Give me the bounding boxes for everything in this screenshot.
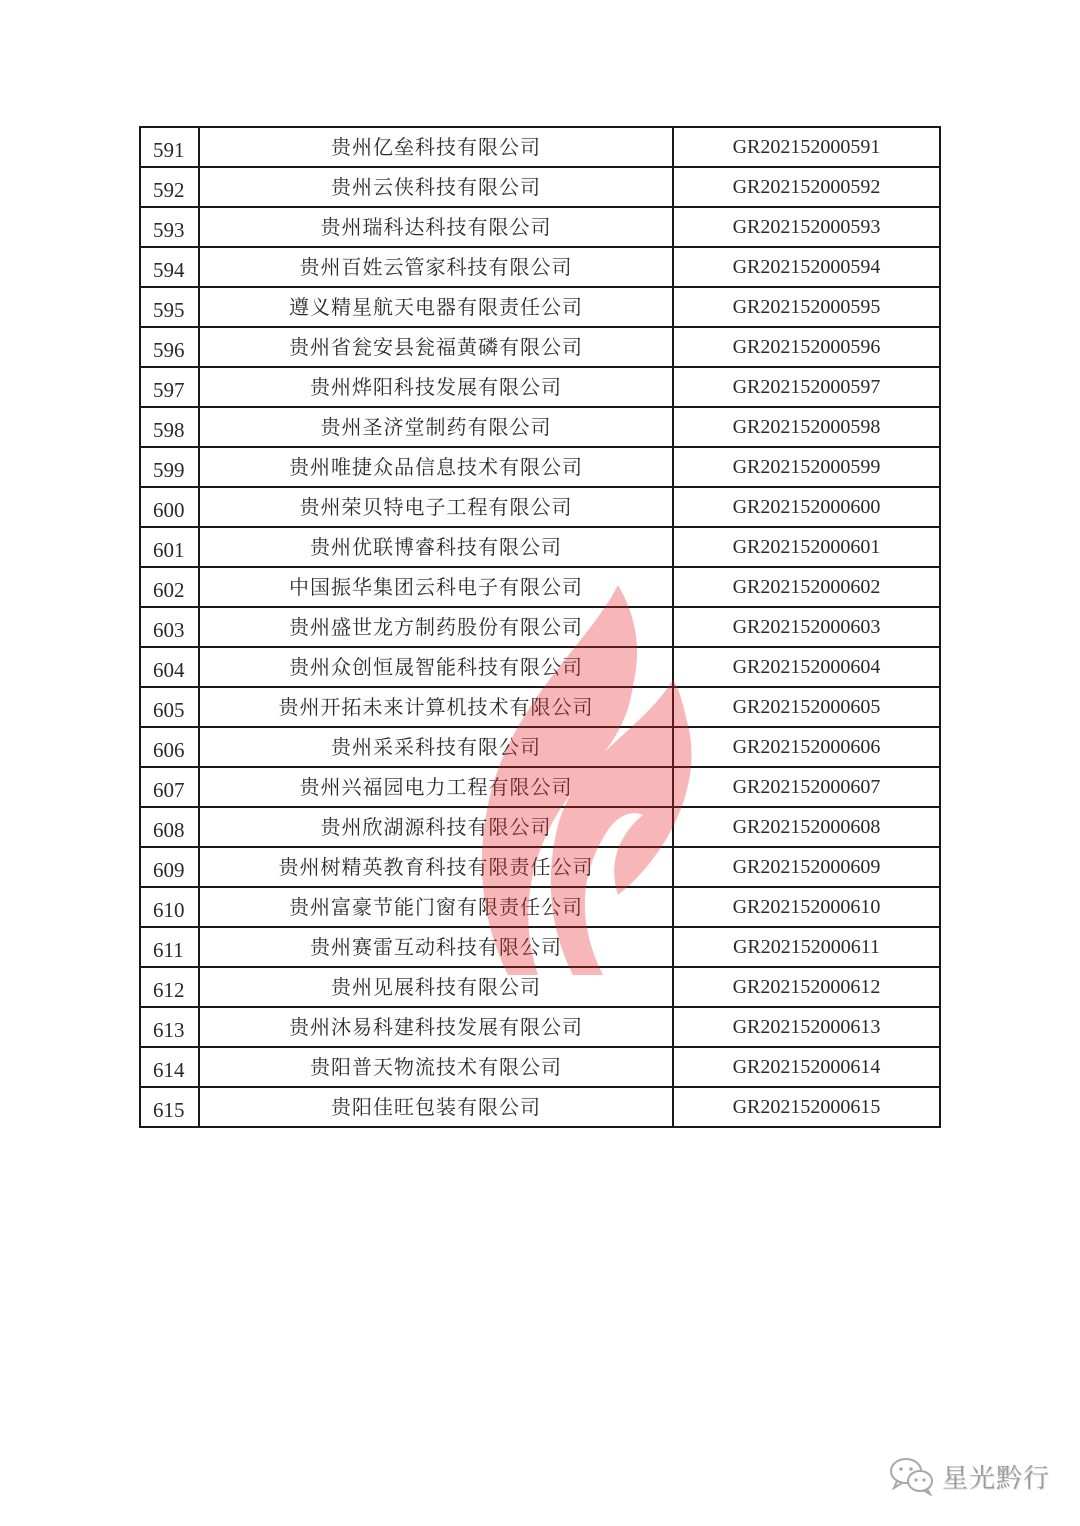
row-number: 604 xyxy=(140,647,199,687)
row-number: 601 xyxy=(140,527,199,567)
row-number: 603 xyxy=(140,607,199,647)
table-row xyxy=(140,407,940,447)
certificate-code: GR202152000604 xyxy=(673,647,940,687)
table-row xyxy=(140,1047,940,1087)
company-name: 贵州开拓未来计算机技术有限公司 xyxy=(199,687,673,727)
company-name: 贵州圣济堂制药有限公司 xyxy=(199,407,673,447)
row-number: 612 xyxy=(140,967,199,1007)
table-row xyxy=(140,727,940,767)
table-row xyxy=(140,527,940,567)
company-name: 贵州省瓮安县瓮福黄磷有限公司 xyxy=(199,327,673,367)
certificate-code: GR202152000608 xyxy=(673,807,940,847)
company-name: 贵州盛世龙方制药股份有限公司 xyxy=(199,607,673,647)
table-row xyxy=(140,487,940,527)
row-number: 605 xyxy=(140,687,199,727)
table-row xyxy=(140,367,940,407)
certificate-code: GR202152000595 xyxy=(673,287,940,327)
table-row xyxy=(140,1087,940,1127)
company-name: 贵州亿垒科技有限公司 xyxy=(199,127,673,167)
company-name: 贵州见展科技有限公司 xyxy=(199,967,673,1007)
company-name: 贵阳普天物流技术有限公司 xyxy=(199,1047,673,1087)
enterprise-table xyxy=(139,126,941,1128)
row-number: 608 xyxy=(140,807,199,847)
certificate-code: GR202152000596 xyxy=(673,327,940,367)
table-row xyxy=(140,327,940,367)
company-name: 贵州沐易科建科技发展有限公司 xyxy=(199,1007,673,1047)
company-name: 贵州树精英教育科技有限责任公司 xyxy=(199,847,673,887)
certificate-code: GR202152000614 xyxy=(673,1047,940,1087)
row-number: 591 xyxy=(140,127,199,167)
certificate-code: GR202152000598 xyxy=(673,407,940,447)
row-number: 595 xyxy=(140,287,199,327)
table-row xyxy=(140,927,940,967)
certificate-code: GR202152000602 xyxy=(673,567,940,607)
table-row xyxy=(140,967,940,1007)
certificate-code: GR202152000593 xyxy=(673,207,940,247)
table-row xyxy=(140,847,940,887)
company-name: 贵州瑞科达科技有限公司 xyxy=(199,207,673,247)
table-row xyxy=(140,447,940,487)
company-name: 贵州众创恒晟智能科技有限公司 xyxy=(199,647,673,687)
table-row xyxy=(140,647,940,687)
table-row xyxy=(140,807,940,847)
company-name: 贵州唯捷众品信息技术有限公司 xyxy=(199,447,673,487)
company-name: 贵州富豪节能门窗有限责任公司 xyxy=(199,887,673,927)
table-row xyxy=(140,1007,940,1047)
row-number: 597 xyxy=(140,367,199,407)
company-name: 遵义精星航天电器有限责任公司 xyxy=(199,287,673,327)
wechat-icon xyxy=(888,1456,936,1496)
certificate-code: GR202152000599 xyxy=(673,447,940,487)
row-number: 609 xyxy=(140,847,199,887)
row-number: 610 xyxy=(140,887,199,927)
table-row xyxy=(140,887,940,927)
certificate-code: GR202152000603 xyxy=(673,607,940,647)
row-number: 599 xyxy=(140,447,199,487)
company-name: 中国振华集团云科电子有限公司 xyxy=(199,567,673,607)
certificate-code: GR202152000592 xyxy=(673,167,940,207)
row-number: 602 xyxy=(140,567,199,607)
footer-brand xyxy=(888,1456,1050,1496)
table-body xyxy=(140,127,940,1127)
table-row xyxy=(140,687,940,727)
row-number: 596 xyxy=(140,327,199,367)
table-row xyxy=(140,207,940,247)
company-name: 贵州烨阳科技发展有限公司 xyxy=(199,367,673,407)
certificate-code: GR202152000601 xyxy=(673,527,940,567)
certificate-code: GR202152000607 xyxy=(673,767,940,807)
certificate-code: GR202152000597 xyxy=(673,367,940,407)
certificate-code: GR202152000591 xyxy=(673,127,940,167)
table-row xyxy=(140,287,940,327)
row-number: 594 xyxy=(140,247,199,287)
row-number: 606 xyxy=(140,727,199,767)
row-number: 611 xyxy=(140,927,199,967)
company-name: 贵州欣湖源科技有限公司 xyxy=(199,807,673,847)
company-name: 贵州云侠科技有限公司 xyxy=(199,167,673,207)
table-row xyxy=(140,127,940,167)
certificate-code: GR202152000606 xyxy=(673,727,940,767)
row-number: 598 xyxy=(140,407,199,447)
table-row xyxy=(140,607,940,647)
company-name: 贵阳佳旺包装有限公司 xyxy=(199,1087,673,1127)
row-number: 615 xyxy=(140,1087,199,1127)
company-name: 贵州优联博睿科技有限公司 xyxy=(199,527,673,567)
footer-brand-name: 星光黔行 xyxy=(942,1463,1051,1494)
row-number: 592 xyxy=(140,167,199,207)
company-name: 贵州百姓云管家科技有限公司 xyxy=(199,247,673,287)
certificate-code: GR202152000594 xyxy=(673,247,940,287)
row-number: 593 xyxy=(140,207,199,247)
company-name: 贵州兴福园电力工程有限公司 xyxy=(199,767,673,807)
certificate-code: GR202152000611 xyxy=(673,927,940,967)
certificate-code: GR202152000605 xyxy=(673,687,940,727)
certificate-code: GR202152000615 xyxy=(673,1087,940,1127)
row-number: 613 xyxy=(140,1007,199,1047)
certificate-code: GR202152000610 xyxy=(673,887,940,927)
certificate-code: GR202152000613 xyxy=(673,1007,940,1047)
row-number: 600 xyxy=(140,487,199,527)
table-row xyxy=(140,767,940,807)
certificate-code: GR202152000609 xyxy=(673,847,940,887)
company-name: 贵州荣贝特电子工程有限公司 xyxy=(199,487,673,527)
row-number: 614 xyxy=(140,1047,199,1087)
row-number: 607 xyxy=(140,767,199,807)
certificate-code: GR202152000600 xyxy=(673,487,940,527)
table-row xyxy=(140,567,940,607)
company-name: 贵州赛雷互动科技有限公司 xyxy=(199,927,673,967)
company-name: 贵州采采科技有限公司 xyxy=(199,727,673,767)
table-row xyxy=(140,247,940,287)
table-row xyxy=(140,167,940,207)
certificate-code: GR202152000612 xyxy=(673,967,940,1007)
